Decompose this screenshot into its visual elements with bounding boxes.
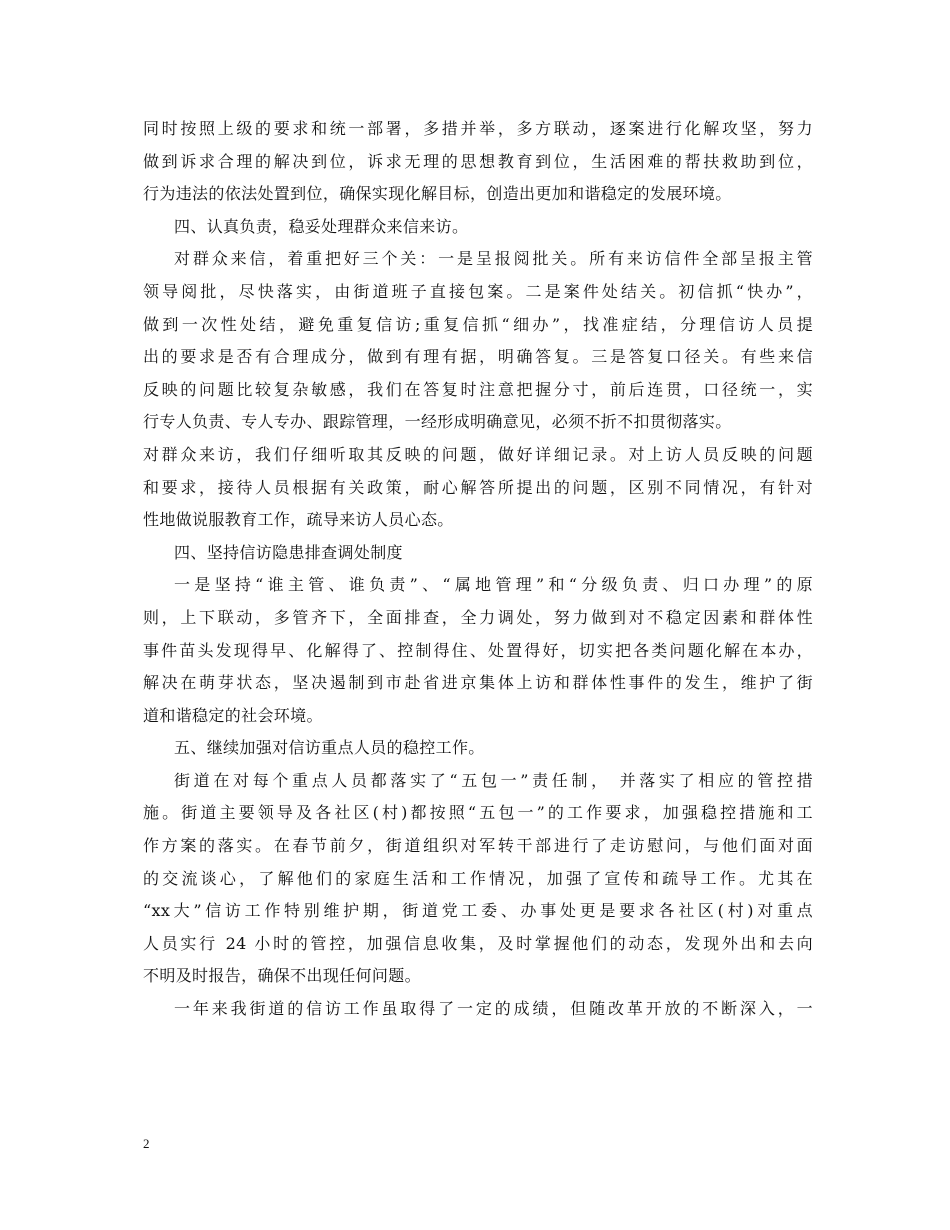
text-line: 性地做说服教育工作，疏导来访人员心态。 [143,510,454,530]
text-line: 四、坚持信访隐患排查调处制度 [174,542,403,562]
text-line: 一是坚持“谁主管、谁负责”、“属地管理”和“分级负责、归口办理”的原 [174,575,813,595]
text-line: 做到诉求合理的解决到位，诉求无理的思想教育到位，生活困难的帮扶救助到位， [143,151,813,171]
text-line: 行专人负责、专人专办、跟踪管理，一经形成明确意见，必须不折不扣贯彻落实。 [143,412,732,432]
text-line: 施。街道主要领导及各社区(村)都按照“五包一”的工作要求，加强稳控措施和工 [143,803,813,823]
text-line: 不明及时报告，确保不出现任何问题。 [143,966,421,986]
text-line: 同时按照上级的要求和统一部署，多措并举，多方联动，逐案进行化解攻坚，努力 [143,119,813,138]
body-text [143,113,813,1026]
text-line: 行为违法的依法处置到位，确保实现化解目标，创造出更加和谐稳定的发展环境。 [143,184,732,204]
text-line: 五、继续加强对信访重点人员的稳控工作。 [174,738,485,758]
text-line: 对群众来信，着重把好三个关：一是呈报阅批关。所有来访信件全部呈报主管 [174,249,813,269]
text-line: 的交流谈心，了解他们的家庭生活和工作情况，加强了宣传和疏导工作。尤其在 [143,868,813,888]
page-number: 2 [143,1136,150,1151]
text-line: 出的要求是否有合理成分，做到有理有据，明确答复。三是答复口径关。有些来信 [143,347,813,367]
text-line: 和要求，接待人员根据有关政策，耐心解答所提出的问题，区别不同情况，有针对 [143,477,813,497]
text-line: 反映的问题比较复杂敏感，我们在答复时注意把握分寸，前后连贯，口径统一，实 [143,379,813,399]
text-line: 四、认真负责，稳妥处理群众来信来访。 [174,216,469,236]
text-line: 做到一次性处结，避免重复信访;重复信抓“细办”，找准症结，分理信访人员提 [143,314,813,334]
text-line: 人员实行 24 小时的管控，加强信息收集，及时掌握他们的动态，发现外出和去向 [143,933,813,953]
text-line: 道和谐稳定的社会环境。 [143,705,323,725]
text-line: 街道在对每个重点人员都落实了“五包一”责任制， 并落实了相应的管控措 [174,770,813,790]
text-line: 一年来我街道的信访工作虽取得了一定的成绩，但随改革开放的不断深入，一 [174,999,813,1019]
text-line: 则，上下联动，多管齐下，全面排查，全力调处，努力做到对不稳定因素和群体性 [143,607,813,627]
text-line: 事件苗头发现得早、化解得了、控制得住、处置得好，切实把各类问题化解在本办， [143,640,813,660]
text-line: 对群众来访，我们仔细听取其反映的问题，做好详细记录。对上访人员反映的问题 [143,444,813,464]
text-line: 解决在萌芽状态，坚决遏制到市赴省进京集体上访和群体性事件的发生，维护了街 [143,673,813,693]
text-line: “xx大”信访工作特别维护期，街道党工委、办事处更是要求各社区(村)对重点 [143,901,813,921]
text-line: 作方案的落实。在春节前夕，街道组织对军转干部进行了走访慰问，与他们面对面 [143,836,813,856]
text-line: 领导阅批，尽快落实，由街道班子直接包案。二是案件处结关。初信抓“快办”， [143,281,813,301]
